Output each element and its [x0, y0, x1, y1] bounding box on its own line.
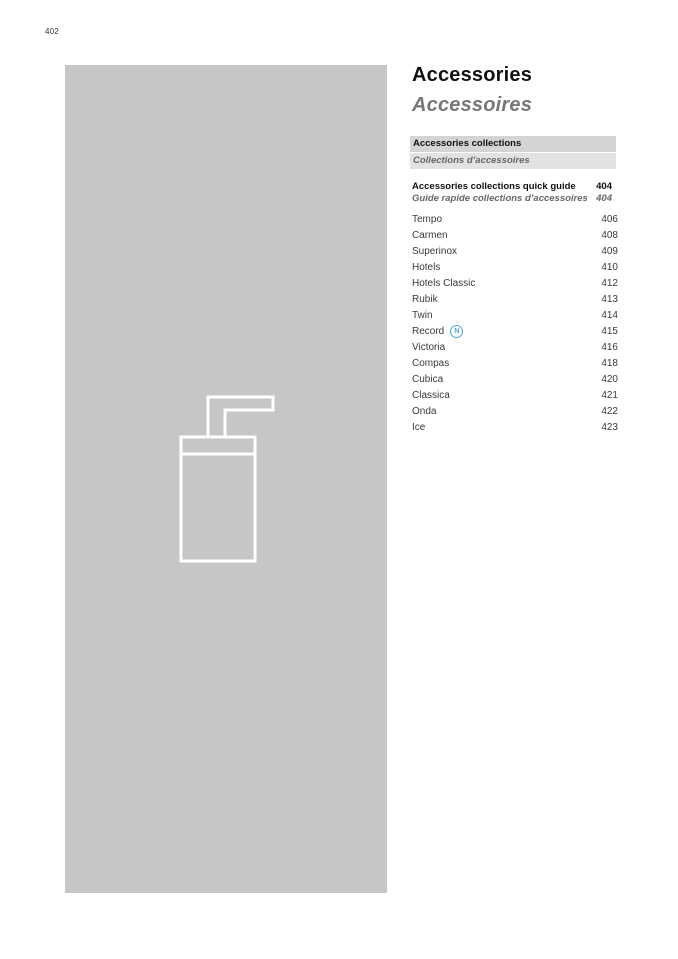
list-item[interactable]	[412, 403, 618, 419]
section-title-en: Accessories collections	[410, 136, 616, 152]
collection-page: 416	[601, 341, 618, 353]
quick-guide-label-en: Accessories collections quick guide	[412, 181, 576, 192]
collection-name: Tempo	[412, 213, 443, 225]
list-item[interactable]	[412, 259, 618, 275]
list-item[interactable]	[412, 371, 618, 387]
collection-page: 418	[601, 357, 618, 369]
collection-name: Onda	[412, 405, 437, 417]
quick-guide-entry[interactable]	[412, 181, 618, 205]
page-subtitle: Accessoires	[412, 94, 533, 116]
list-item[interactable]	[412, 339, 618, 355]
collection-page: 410	[601, 261, 618, 273]
list-item[interactable]	[412, 291, 618, 307]
collection-page: 415	[601, 325, 618, 337]
collection-name: Cubica	[412, 373, 444, 385]
collection-page: 408	[601, 229, 618, 241]
collection-name: Classica	[412, 389, 450, 401]
list-item[interactable]	[412, 211, 618, 227]
collection-name: Record	[412, 325, 445, 337]
page-title: Accessories	[412, 64, 533, 86]
new-badge-icon: N	[450, 325, 463, 338]
list-item[interactable]	[412, 275, 618, 291]
collection-name: Ice	[412, 421, 426, 433]
section-title-fr: Collections d’accessoires	[410, 153, 616, 169]
quick-guide-page-en: 404	[596, 181, 612, 192]
list-item[interactable]	[412, 227, 618, 243]
collection-name: Victoria	[412, 341, 446, 353]
quick-guide-label-fr: Guide rapide collections d’accessoires	[412, 193, 588, 204]
section-header	[410, 136, 616, 169]
soap-dispenser-icon	[177, 393, 347, 633]
collections-list	[412, 211, 618, 435]
list-item[interactable]	[412, 387, 618, 403]
collection-name: Hotels	[412, 261, 441, 273]
quick-guide-page-fr: 404	[596, 193, 612, 204]
collection-name: Rubik	[412, 293, 438, 305]
collection-page: 406	[601, 213, 618, 225]
collection-page: 422	[601, 405, 618, 417]
list-item[interactable]	[412, 323, 618, 339]
collection-name: Carmen	[412, 229, 448, 241]
collection-page: 414	[601, 309, 618, 321]
list-item[interactable]	[412, 243, 618, 259]
collection-page: 412	[601, 277, 618, 289]
table-of-contents	[412, 62, 618, 435]
list-item[interactable]	[412, 307, 618, 323]
list-item[interactable]	[412, 355, 618, 371]
list-item[interactable]	[412, 419, 618, 435]
collection-name: Superinox	[412, 245, 458, 257]
collection-name: Compas	[412, 357, 450, 369]
collection-name: Hotels Classic	[412, 277, 476, 289]
collection-name: Twin	[412, 309, 433, 321]
collection-page: 421	[601, 389, 618, 401]
collection-page: 409	[601, 245, 618, 257]
collection-page: 420	[601, 373, 618, 385]
page-number: 402	[45, 27, 59, 36]
collection-page: 413	[601, 293, 618, 305]
collection-page: 423	[601, 421, 618, 433]
illustration-panel	[65, 65, 387, 893]
